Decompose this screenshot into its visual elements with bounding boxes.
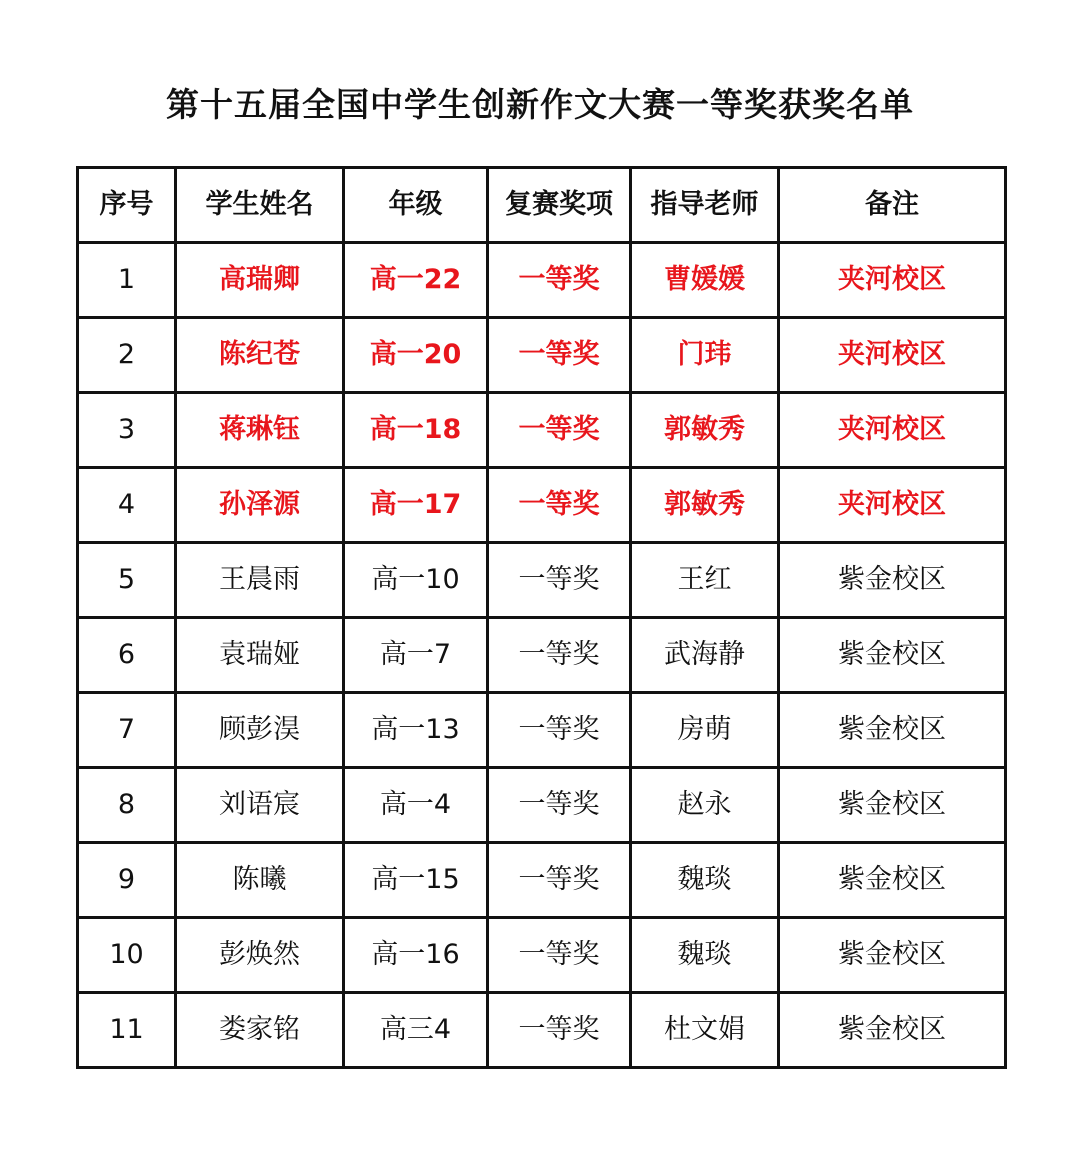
cell-student-name: 陈纪苍 [176, 318, 344, 393]
table-row [78, 843, 1006, 918]
header-student-name: 学生姓名 [176, 168, 344, 243]
cell-award: 一等奖 [488, 693, 631, 768]
cell-serial-number: 5 [78, 543, 176, 618]
cell-grade: 高一22 [344, 243, 488, 318]
cell-award: 一等奖 [488, 543, 631, 618]
cell-student-name: 彭焕然 [176, 918, 344, 993]
cell-note: 紫金校区 [779, 768, 1006, 843]
cell-teacher: 门玮 [631, 318, 779, 393]
cell-student-name: 陈曦 [176, 843, 344, 918]
document-title: 第十五届全国中学生创新作文大赛一等奖获奖名单 [166, 85, 914, 124]
header-grade: 年级 [344, 168, 488, 243]
cell-teacher: 杜文娟 [631, 993, 779, 1068]
cell-serial-number: 9 [78, 843, 176, 918]
cell-grade: 高一16 [344, 918, 488, 993]
cell-serial-number: 11 [78, 993, 176, 1068]
cell-serial-number: 8 [78, 768, 176, 843]
award-list-table [76, 166, 1007, 1069]
table-row [78, 768, 1006, 843]
cell-grade: 高一10 [344, 543, 488, 618]
cell-award: 一等奖 [488, 468, 631, 543]
cell-grade: 高一15 [344, 843, 488, 918]
cell-serial-number: 1 [78, 243, 176, 318]
table-row [78, 618, 1006, 693]
header-award: 复赛奖项 [488, 168, 631, 243]
cell-teacher: 武海静 [631, 618, 779, 693]
cell-note: 夹河校区 [779, 393, 1006, 468]
cell-teacher: 郭敏秀 [631, 468, 779, 543]
cell-grade: 高一13 [344, 693, 488, 768]
cell-serial-number: 7 [78, 693, 176, 768]
table-row [78, 993, 1006, 1068]
cell-teacher: 赵永 [631, 768, 779, 843]
cell-award: 一等奖 [488, 768, 631, 843]
cell-serial-number: 4 [78, 468, 176, 543]
cell-teacher: 魏琰 [631, 843, 779, 918]
cell-award: 一等奖 [488, 393, 631, 468]
cell-award: 一等奖 [488, 993, 631, 1068]
cell-grade: 高一4 [344, 768, 488, 843]
cell-serial-number: 10 [78, 918, 176, 993]
cell-teacher: 王红 [631, 543, 779, 618]
cell-award: 一等奖 [488, 843, 631, 918]
table-row [78, 693, 1006, 768]
cell-serial-number: 2 [78, 318, 176, 393]
cell-note: 夹河校区 [779, 243, 1006, 318]
cell-student-name: 娄家铭 [176, 993, 344, 1068]
cell-note: 夹河校区 [779, 468, 1006, 543]
cell-note: 紫金校区 [779, 918, 1006, 993]
table-row [78, 243, 1006, 318]
table-row [78, 918, 1006, 993]
cell-note: 紫金校区 [779, 843, 1006, 918]
cell-student-name: 王晨雨 [176, 543, 344, 618]
cell-student-name: 刘语宸 [176, 768, 344, 843]
cell-award: 一等奖 [488, 243, 631, 318]
header-note: 备注 [779, 168, 1006, 243]
cell-teacher: 魏琰 [631, 918, 779, 993]
cell-teacher: 曹媛媛 [631, 243, 779, 318]
cell-award: 一等奖 [488, 318, 631, 393]
cell-serial-number: 3 [78, 393, 176, 468]
header-serial-number: 序号 [78, 168, 176, 243]
cell-serial-number: 6 [78, 618, 176, 693]
table-row [78, 543, 1006, 618]
table-body [78, 243, 1006, 1068]
cell-grade: 高三4 [344, 993, 488, 1068]
cell-grade: 高一18 [344, 393, 488, 468]
cell-student-name: 蒋琳钰 [176, 393, 344, 468]
cell-note: 紫金校区 [779, 693, 1006, 768]
cell-student-name: 高瑞卿 [176, 243, 344, 318]
table-row [78, 468, 1006, 543]
cell-student-name: 孙泽源 [176, 468, 344, 543]
cell-note: 紫金校区 [779, 543, 1006, 618]
cell-teacher: 郭敏秀 [631, 393, 779, 468]
cell-award: 一等奖 [488, 918, 631, 993]
cell-grade: 高一20 [344, 318, 488, 393]
header-teacher: 指导老师 [631, 168, 779, 243]
cell-note: 夹河校区 [779, 318, 1006, 393]
table-row [78, 393, 1006, 468]
cell-grade: 高一17 [344, 468, 488, 543]
cell-award: 一等奖 [488, 618, 631, 693]
cell-note: 紫金校区 [779, 993, 1006, 1068]
cell-teacher: 房萌 [631, 693, 779, 768]
cell-grade: 高一7 [344, 618, 488, 693]
cell-student-name: 袁瑞娅 [176, 618, 344, 693]
cell-note: 紫金校区 [779, 618, 1006, 693]
table-header-row [78, 168, 1006, 243]
table-row [78, 318, 1006, 393]
cell-student-name: 顾彭淏 [176, 693, 344, 768]
